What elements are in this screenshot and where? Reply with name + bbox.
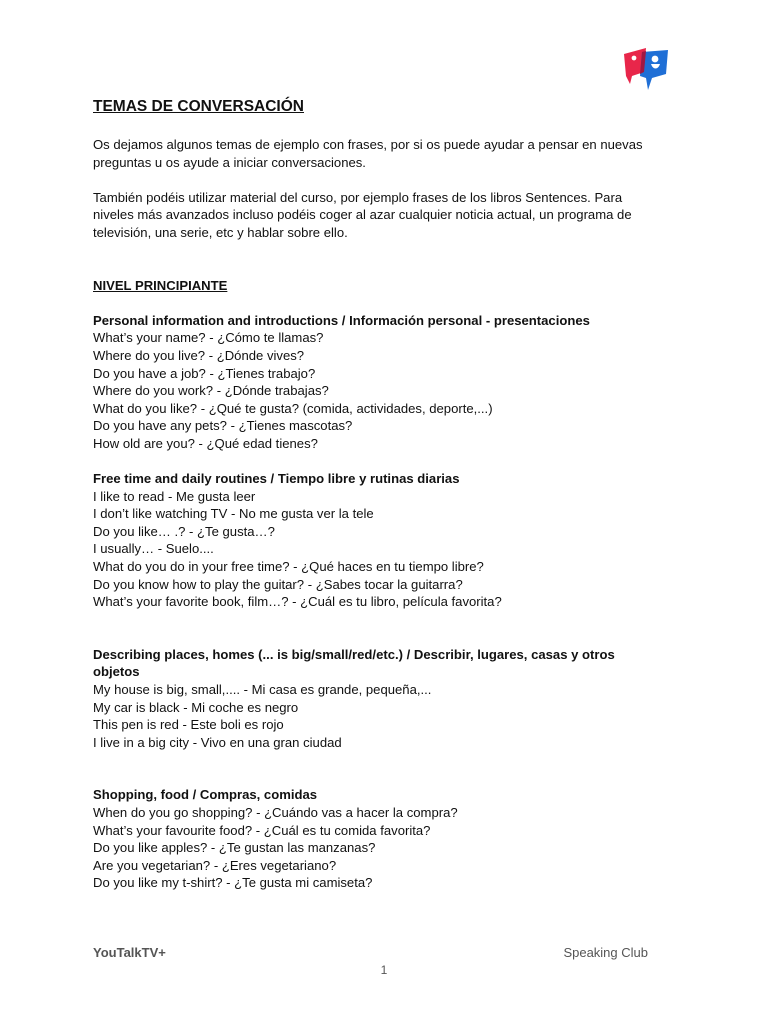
- footer-brand: YouTalkTV+: [93, 945, 166, 960]
- phrase-line: I usually… - Suelo....: [93, 541, 214, 557]
- phrase-line: Do you have any pets? - ¿Tienes mascotas?: [93, 418, 353, 434]
- phrase-line: Do you like my t-shirt? - ¿Te gusta mi camiseta?: [93, 875, 373, 891]
- level-title: NIVEL PRINCIPIANTE: [93, 277, 228, 293]
- phrase-line: What do you do in your free time? - ¿Qué haces en tu tiempo libre?: [93, 559, 484, 575]
- topic-section: [93, 786, 653, 892]
- phrase-line: Do you like apples? - ¿Te gustan las manzanas?: [93, 840, 376, 856]
- document-title: TEMAS DE CONVERSACIÓN: [93, 98, 304, 115]
- topic-section: [93, 312, 653, 453]
- section-title: Describing places, homes (... is big/small/red/etc.) / Describir, lugares, casas y otros objetos: [93, 646, 615, 680]
- intro-paragraph: Os dejamos algunos temas de ejemplo con frases, por si os puede ayudar a pensar en nuevas preguntas u os ayude a iniciar conversaciones.: [93, 137, 643, 170]
- phrase-line: What’s your name? - ¿Cómo te llamas?: [93, 330, 324, 346]
- section-title: Shopping, food / Compras, comidas: [93, 787, 318, 803]
- phrase-line: I live in a big city - Vivo en una gran ciudad: [93, 734, 342, 750]
- phrase-line: My car is black - Mi coche es negro: [93, 699, 299, 715]
- intro-paragraph: También podéis utilizar material del curso, por ejemplo frases de los libros Sentences. Para niveles más avanzados incluso podéis coger al azar cualquier noticia actual, un programa de televisión, una serie, etc y hablar sobre ello.: [93, 189, 632, 240]
- phrase-line: I like to read - Me gusta leer: [93, 488, 256, 504]
- speech-bubble-logo-icon: [622, 46, 670, 92]
- phrase-line: Do you have a job? - ¿Tienes trabajo?: [93, 365, 316, 381]
- topic-section: [93, 646, 653, 752]
- section-title: Free time and daily routines / Tiempo libre y rutinas diarias: [93, 471, 460, 487]
- phrase-line: How old are you? - ¿Qué edad tienes?: [93, 435, 318, 451]
- page-number: 1: [380, 963, 388, 977]
- phrase-line: Where do you work? - ¿Dónde trabajas?: [93, 383, 329, 399]
- phrase-line: Do you like… .? - ¿Te gusta…?: [93, 523, 275, 539]
- phrase-line: This pen is red - Este boli es rojo: [93, 717, 284, 733]
- phrase-line: Do you know how to play the guitar? - ¿Sabes tocar la guitarra?: [93, 576, 463, 592]
- phrase-line: What do you like? - ¿Qué te gusta? (comida, actividades, deporte,...): [93, 400, 493, 416]
- footer-club-name: Speaking Club: [563, 945, 648, 960]
- section-title: Personal information and introductions / Información personal - presentaciones: [93, 312, 590, 328]
- phrase-line: What’s your favourite food? - ¿Cuál es tu comida favorita?: [93, 822, 431, 838]
- phrase-line: I don’t like watching TV - No me gusta ver la tele: [93, 506, 374, 522]
- phrase-line: When do you go shopping? - ¿Cuándo vas a hacer la compra?: [93, 805, 458, 820]
- phrase-line: What’s your favorite book, film…? - ¿Cuál es tu libro, película favorita?: [93, 594, 502, 610]
- phrase-line: Are you vegetarian? - ¿Eres vegetariano?: [93, 857, 337, 873]
- topic-section: [93, 470, 653, 611]
- document-body: [93, 97, 653, 910]
- phrase-line: My house is big, small,.... - Mi casa es grande, pequeña,...: [93, 682, 432, 698]
- phrase-line: Where do you live? - ¿Dónde vives?: [93, 347, 305, 363]
